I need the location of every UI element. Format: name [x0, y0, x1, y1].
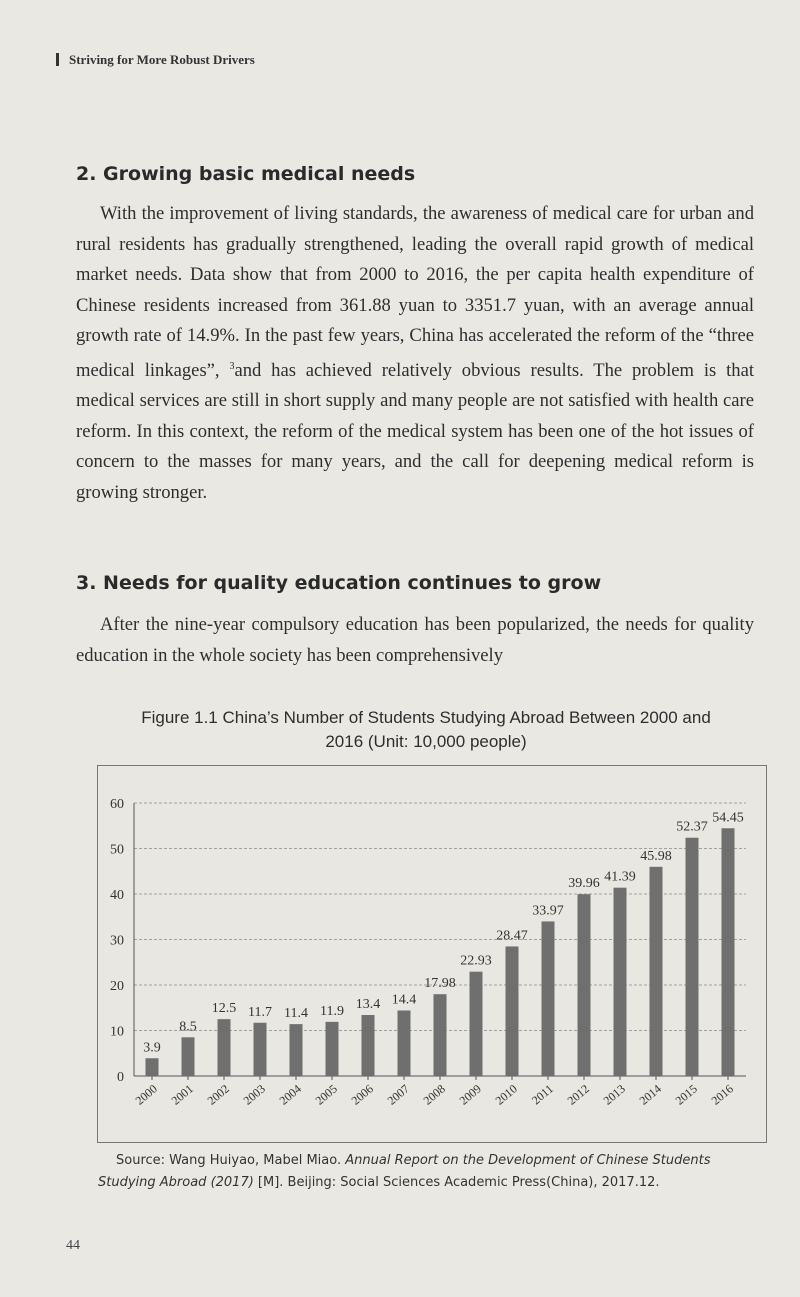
data-label: 17.98: [424, 976, 456, 992]
x-tick-label: 2000: [132, 1081, 160, 1108]
paragraph-medical-text-b: and has achieved relatively obvious results. The problem is that medical services are still in short supply and many people are not satisfied with health care reform. In this context, the reform of the medical system has been one of the hot issues of concern to the masses for many years, and the call for deepening medical reform is growing stronger.: [76, 359, 754, 503]
data-label: 13.4: [355, 997, 381, 1013]
paragraph-medical: [76, 199, 754, 508]
y-tick-label: 10: [110, 1024, 124, 1040]
bar: [578, 894, 591, 1076]
footnote-mark: 3: [229, 360, 235, 372]
x-tick-label: 2004: [276, 1081, 304, 1108]
figure-title: [96, 706, 756, 754]
data-label: 41.39: [604, 869, 636, 885]
paragraph-medical-text-a: With the improvement of living standards, the awareness of medical care for urban and rural residents has gradually strengthened, leading the overall rapid growth of medical market needs. Data show that from 2000 to 2016, the per capita health expenditure of Chinese residents increased from 361.88 yuan to 3351.7 yuan, with an average annual growth rate of 14.9%. In the past few years, China has accelerated the reform of the “three medical linkages”,: [76, 203, 754, 381]
data-label: 22.93: [460, 953, 492, 969]
bar: [686, 838, 699, 1076]
bar: [470, 972, 483, 1076]
data-label: 14.4: [391, 992, 417, 1008]
y-tick-label: 50: [110, 842, 124, 858]
data-label: 12.5: [211, 1001, 237, 1017]
data-label: 11.7: [248, 1004, 272, 1020]
bar: [506, 946, 519, 1076]
x-tick-label: 2014: [636, 1081, 664, 1108]
source-line2: [98, 1172, 768, 1194]
x-tick-label: 2005: [312, 1081, 340, 1108]
data-label: 54.45: [712, 810, 744, 826]
figure-title-line1: Figure 1.1 China’s Number of Students Studying Abroad Between 2000 and: [141, 708, 711, 727]
bar: [398, 1010, 411, 1076]
source-line1: [98, 1150, 768, 1172]
y-tick-label: 20: [110, 979, 124, 994]
bar: [182, 1037, 195, 1076]
bar: [146, 1058, 159, 1076]
bar-chart: [98, 766, 766, 1142]
x-tick-label: 2015: [672, 1081, 700, 1108]
data-label: 11.4: [284, 1006, 308, 1022]
data-label: 11.9: [320, 1003, 344, 1019]
section-heading-education: 3. Needs for quality education continues to grow: [76, 572, 602, 594]
x-tick-label: 2011: [528, 1081, 556, 1108]
x-tick-label: 2012: [564, 1081, 592, 1108]
source-prefix: Source: Wang Huiyao, Mabel Miao.: [116, 1153, 346, 1168]
data-label: 3.9: [143, 1040, 161, 1056]
y-tick-label: 40: [110, 888, 124, 903]
bar: [362, 1015, 375, 1076]
data-label: 33.97: [532, 903, 564, 919]
x-tick-label: 2002: [204, 1081, 232, 1108]
x-tick-label: 2016: [708, 1081, 736, 1108]
bar: [614, 888, 627, 1076]
chart-frame: [97, 765, 767, 1143]
x-tick-label: 2001: [168, 1081, 196, 1108]
figure-source: [98, 1150, 768, 1194]
bar: [290, 1024, 303, 1076]
x-tick-label: 2009: [456, 1081, 484, 1108]
data-label: 52.37: [676, 819, 708, 835]
source-title-b: Studying Abroad (2017): [98, 1175, 254, 1190]
page-number: 44: [66, 1238, 80, 1253]
data-label: 8.5: [179, 1019, 197, 1035]
bar: [218, 1019, 231, 1076]
y-tick-label: 60: [110, 797, 124, 812]
bar: [254, 1023, 267, 1076]
bar: [542, 921, 555, 1076]
paragraph-education: After the nine-year compulsory education has been popularized, the needs for quality education in the whole society has been comprehensively: [76, 614, 754, 666]
source-title-a: Annual Report on the Development of Chinese Students: [345, 1153, 711, 1168]
running-head-text: Striving for More Robust Drivers: [69, 52, 255, 67]
x-tick-label: 2003: [240, 1081, 268, 1108]
x-tick-label: 2010: [492, 1081, 520, 1108]
x-tick-label: 2008: [420, 1081, 448, 1108]
bar: [650, 867, 663, 1076]
running-head-bar: [56, 53, 59, 66]
data-label: 45.98: [640, 848, 672, 864]
bar: [434, 994, 447, 1076]
x-tick-label: 2006: [348, 1081, 376, 1108]
source-suffix: [M]. Beijing: Social Sciences Academic Press(China), 2017.12.: [253, 1175, 660, 1190]
data-label: 39.96: [568, 876, 600, 892]
data-label: 28.47: [496, 928, 528, 944]
y-tick-label: 0: [117, 1070, 124, 1085]
running-head: [56, 52, 255, 68]
y-tick-label: 30: [110, 933, 124, 949]
x-tick-label: 2013: [600, 1081, 628, 1108]
bar: [326, 1022, 339, 1076]
x-tick-label: 2007: [384, 1081, 412, 1108]
bar: [722, 828, 735, 1076]
section-heading-medical: 2. Growing basic medical needs: [76, 163, 416, 185]
figure-title-line2: 2016 (Unit: 10,000 people): [325, 732, 527, 751]
